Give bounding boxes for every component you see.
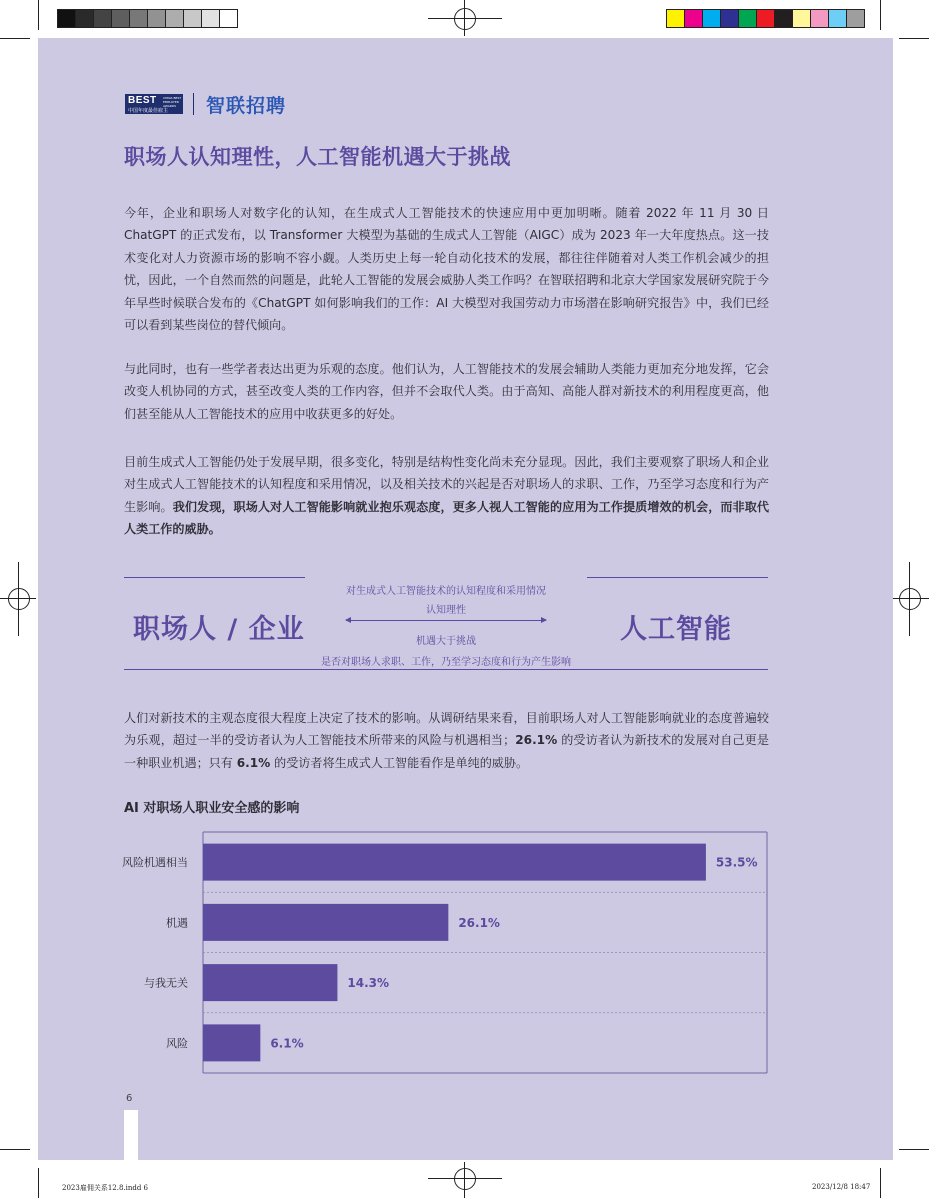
double-arrow-icon bbox=[346, 620, 546, 621]
page-title: 职场人认知理性，人工智能机遇大于挑战 bbox=[124, 145, 511, 169]
grayscale-color-bar bbox=[57, 9, 238, 28]
band-top-caption-2: 认知理性 bbox=[426, 605, 466, 616]
chart-title: AI 对职场人职业安全感的影响 bbox=[124, 801, 300, 816]
zhilian-logo: 智联招聘 bbox=[206, 95, 287, 117]
category-label: 机遇 bbox=[166, 916, 188, 930]
band-top-caption-1: 对生成式人工智能技术的认知程度和采用情况 bbox=[346, 586, 546, 597]
value-label: 26.1% bbox=[458, 915, 500, 930]
band-left-label: 职场人 / 企业 bbox=[133, 614, 305, 645]
paragraph-4: 人们对新技术的主观态度很大程度上决定了技术的影响。从调研结果来看，目前职场人对人工智能影响就业的态度普遍较为乐观，超过一半的受访者认为人工智能技术所带来的风险与机遇相当；26.1% 的受访者认为新技术的发展对自己更是一种职业机遇；只有 6.1% 的受访者将生成式人工智能看作是单纯的威胁。 bbox=[124, 711, 769, 770]
paragraph-3: 目前生成式人工智能仍处于发展早期，很多变化，特别是结构性变化尚未充分显现。因此，我们主要观察了职场人和企业对生成式人工智能技术的认知程度和采用情况，以及相关技术的兴起是否对职场人的求职、工作，乃至学习态度和行为产生影响。我们发现，职场人对人工智能影响就业抱乐观态度，更多人视人工智能的应用为工作提质增效的机会，而非取代人类工作的威胁。 bbox=[124, 455, 769, 537]
value-label: 6.1% bbox=[270, 1036, 304, 1051]
band-line-bottom bbox=[124, 669, 768, 670]
best-employer-logo: BEST CHINA BEST EMPLOYER AWARDS 中国年度最佳雇主 bbox=[125, 94, 183, 114]
page-edge-tab bbox=[124, 1110, 138, 1160]
category-label: 与我无关 bbox=[144, 976, 188, 990]
band-line-top-left bbox=[124, 577, 305, 578]
band-bottom-caption-2: 是否对职场人求职、工作，乃至学习态度和行为产生影响 bbox=[321, 657, 571, 668]
band-right-label: 人工智能 bbox=[620, 614, 732, 645]
band-bottom-caption-1: 机遇大于挑战 bbox=[416, 636, 476, 647]
page-number: 6 bbox=[126, 1093, 133, 1104]
value-label: 53.5% bbox=[715, 855, 758, 870]
slug-file-info: 2023雇佣关系12.8.indd 6 bbox=[62, 1184, 149, 1192]
category-label: 风险机遇相当 bbox=[122, 856, 188, 870]
slug-timestamp: 2023/12/8 18:47 bbox=[812, 1183, 871, 1191]
band-line-top-right bbox=[587, 577, 768, 578]
value-label: 14.3% bbox=[347, 976, 390, 991]
paragraph-2: 与此同时，也有一些学者表达出更为乐观的态度。他们认为，人工智能技术的发展会辅助人类能力更加充分地发挥，它会改变人机协同的方式，甚至改变人类的工作内容，但并不会取代人类。由于高知、高能人群对新技术的利用程度更高，他们甚至能从人工智能技术的应用中收获更多的好处。 bbox=[124, 362, 769, 421]
cmyk-color-bar bbox=[666, 9, 865, 28]
category-label: 风险 bbox=[166, 1036, 188, 1050]
paragraph-1: 今年，企业和职场人对数字化的认知，在生成式人工智能技术的快速应用中更加明晰。随着 2022 年 11 月 30 日 ChatGPT 的正式发布，以 Transformer 大模型为基础的生成式人工智能（AIGC）成为 2023 年一大年度热点。这一技术变化对人力资源市场的影响不容小觑。人类历史上每一轮自动化技术的发展，都往往伴随着对人类工作机会减少的担忧，因此，一个自然而然的问题是，此轮人工智能的发展会威胁人类工作吗？在智联招聘和北京大学国家发展研究院于今年早些时候联合发布的《ChatGPT 如何影响我们的工作：AI 大模型对我国劳动力市场潜在影响研究报告》中，我们已经可以看到某些岗位的替代倾向。 bbox=[124, 206, 769, 333]
logo-divider bbox=[193, 93, 194, 115]
